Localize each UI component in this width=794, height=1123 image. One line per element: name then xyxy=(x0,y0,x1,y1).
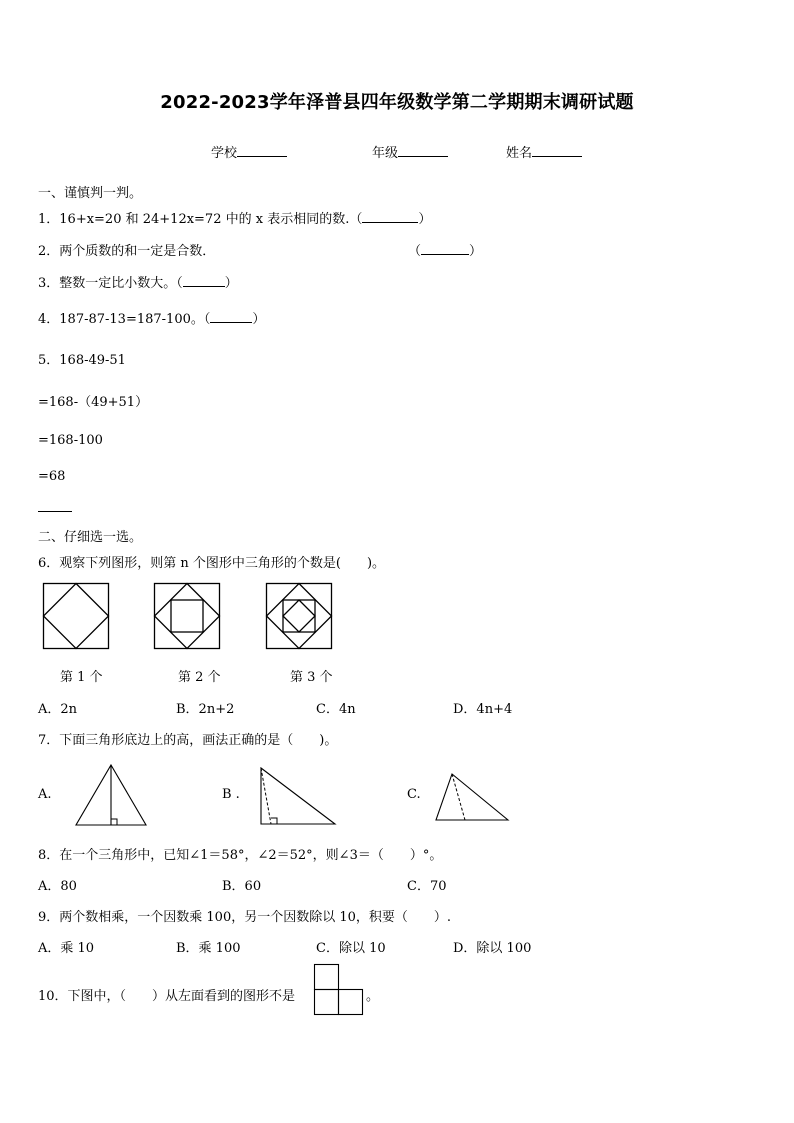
question-2-answer xyxy=(408,240,482,259)
q6-figure-3-label: 第 3 个 xyxy=(290,670,333,685)
q7-triangle-a xyxy=(75,764,147,826)
question-4 xyxy=(38,308,265,327)
q7-triangle-c xyxy=(435,773,509,821)
question-4-close: ） xyxy=(252,312,266,327)
question-5-line-2: =168-（49+51） xyxy=(38,395,149,410)
page-title: 2022-2023学年泽普县四年级数学第二学期期末调研试题 xyxy=(160,92,634,113)
question-7: 7．下面三角形底边上的高，画法正确的是（ )。 xyxy=(38,733,338,748)
question-2-text: 2．两个质数的和一定是合数． xyxy=(38,244,216,259)
question-1 xyxy=(38,208,431,227)
q8-option-c[interactable]: C．70 xyxy=(407,879,447,894)
q9-option-d[interactable]: D．除以 100 xyxy=(453,941,532,956)
question-3-text: 3．整数一定比小数大。（ xyxy=(38,276,183,291)
q9-option-c[interactable]: C．除以 10 xyxy=(316,941,386,956)
q10-left-view-figure xyxy=(314,964,364,1016)
grade-label: 年级 xyxy=(372,146,399,161)
question-1-close: ） xyxy=(418,212,432,227)
q6-figure-2 xyxy=(154,583,220,649)
question-5-line-1: 5．168-49-51 xyxy=(38,353,126,368)
q6-figure-1-label: 第 1 个 xyxy=(60,670,103,685)
q7-triangle-b xyxy=(260,767,336,825)
question-4-text: 4．187-87-13=187-100。（ xyxy=(38,312,211,327)
question-2-close: ） xyxy=(469,244,483,259)
question-6: 6．观察下列图形，则第 n 个图形中三角形的个数是( )。 xyxy=(38,556,386,571)
name-label: 姓名 xyxy=(506,146,533,161)
question-3 xyxy=(38,272,238,291)
question-5-line-4: =68 xyxy=(38,469,66,484)
q9-option-b[interactable]: B．乘 100 xyxy=(176,941,241,956)
question-3-blank xyxy=(183,274,225,287)
section-1-heading: 一、谨慎判一判。 xyxy=(38,186,143,201)
school-label: 学校 xyxy=(211,146,238,161)
question-3-close: ） xyxy=(224,276,238,291)
name-blank xyxy=(532,144,582,157)
q6-figure-2-label: 第 2 个 xyxy=(178,670,221,685)
q6-figure-3 xyxy=(266,583,332,649)
question-1-blank xyxy=(362,210,418,223)
question-5-line-3: =168-100 xyxy=(38,433,103,448)
q6-option-d[interactable]: D．4n+4 xyxy=(453,702,513,717)
q6-option-b[interactable]: B．2n+2 xyxy=(176,702,235,717)
question-10: 10．下图中，（ ）从左面看到的图形不是 xyxy=(38,989,296,1004)
school-field xyxy=(211,142,287,161)
q8-option-a[interactable]: A．80 xyxy=(38,879,77,894)
q6-option-a[interactable]: A．2n xyxy=(38,702,78,717)
question-5-answer-blank xyxy=(38,511,72,512)
grade-blank xyxy=(398,144,448,157)
question-2-open: （ xyxy=(408,244,422,259)
q6-option-c[interactable]: C．4n xyxy=(316,702,356,717)
q6-figure-1 xyxy=(43,583,109,649)
question-2-blank xyxy=(421,242,469,255)
question-8: 8．在一个三角形中，已知∠1＝58°，∠2＝52°，则∠3＝（ ）°。 xyxy=(38,848,443,863)
question-1-text: 1．16+x=20 和 24+12x=72 中的 x 表示相同的数.（ xyxy=(38,212,363,227)
section-2-heading: 二、仔细选一选。 xyxy=(38,530,143,545)
q7-option-c[interactable]: C. xyxy=(407,787,421,802)
question-4-blank xyxy=(210,310,252,323)
q9-option-a[interactable]: A．乘 10 xyxy=(38,941,95,956)
school-blank xyxy=(237,144,287,157)
grade-field xyxy=(372,142,448,161)
name-field xyxy=(506,142,582,161)
q7-option-b[interactable]: B . xyxy=(222,787,240,802)
question-10-end: 。 xyxy=(366,989,380,1004)
question-9: 9．两个数相乘，一个因数乘 100，另一个因数除以 10，积要（ ）. xyxy=(38,910,452,925)
q7-option-a[interactable]: A. xyxy=(38,787,52,802)
q8-option-b[interactable]: B．60 xyxy=(222,879,262,894)
question-2 xyxy=(38,240,215,259)
